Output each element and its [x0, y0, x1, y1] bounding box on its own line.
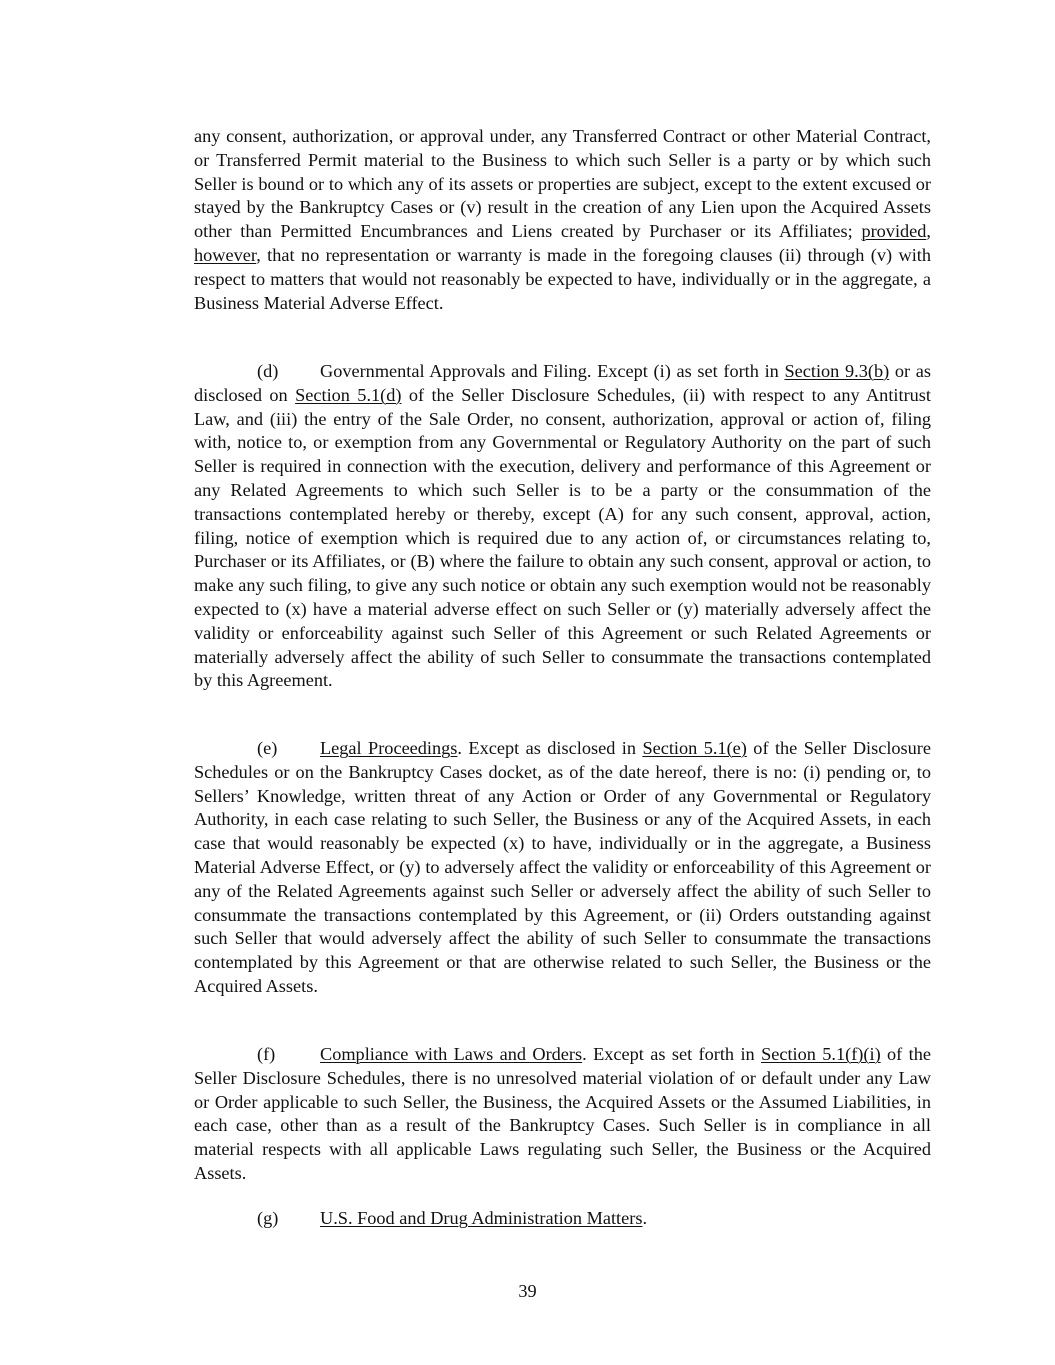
underlined-term-however: however	[194, 244, 257, 265]
paragraph-label: (g)	[257, 1208, 279, 1228]
text: . Except as disclosed in	[457, 738, 643, 758]
section-reference: Section 9.3(b)	[784, 361, 890, 381]
paragraph-intro	[194, 125, 931, 315]
text: any consent, authorization, or approval under, any Transferred Contract or other Material Contract, or Transferred Permit material to the Business to which such Seller is a party or by which such Seller is bound or to which any of its assets or properties are subject, except to the extent excused or stayed by the Bankruptcy Cases or (v) result in the creation of any Lien upon the Acquired Assets other than Permitted Encumbrances and Liens created by Purchaser or its Affiliates;	[194, 126, 931, 242]
section-heading: Legal Proceedings	[320, 738, 458, 758]
paragraph-label: (d)	[257, 361, 279, 381]
paragraph-g	[194, 1207, 931, 1231]
section-reference: Section 5.1(f)(i)	[761, 1044, 881, 1064]
paragraph-f	[194, 1043, 931, 1186]
section-heading: Compliance with Laws and Orders	[320, 1044, 583, 1064]
paragraph-label: (e)	[257, 738, 278, 758]
text: Governmental Approvals and Filing. Except (i) as set forth in	[320, 361, 785, 381]
page-number: 39	[518, 1281, 537, 1301]
text: , that no representation or warranty is made in the foregoing clauses (ii) through (v) with respect to matters that would not reasonably be expected to have, individually or in the aggregate, a Business Material Adverse Effect.	[194, 244, 931, 313]
text: of the Seller Disclosure Schedules, (ii) with respect to any Antitrust Law, and (iii) the entry of the Sale Order, no consent, authorization, approval or action of, filing with, notice to, or exemption from any Governmental or Regulatory Authority on the part of such Seller is required in connection with the execution, delivery and performance of this Agreement or any Related Agreements to which such Seller is to be a party or the consummation of the transactions contemplated hereby or thereby, except (A) for any such consent, approval, action, filing, notice of exemption which is required due to any action of, or circumstances relating to, Purchaser or its Affiliates, or (B) where the failure to obtain any such consent, approval or action, to make any such filing, to give any such notice or obtain any such exemption would not be reasonably expected to (x) have a material adverse effect on such Seller or (y) materially adversely affect the validity or enforceability against such Seller of this Agreement or such Related Agreements or materially adversely affect the ability of such Seller to consummate the transactions contemplated by this Agreement.	[194, 384, 931, 691]
paragraph-label: (f)	[257, 1044, 276, 1064]
text: of the Seller Disclosure Schedules or on the Bankruptcy Cases docket, as of the date hereof, there is no: (i) pending or, to Sellers’ Knowledge, written threat of any Action or Order of any Governmental or Regulatory Authority, in each case relating to such Seller, the Business or any of the Acquired Assets, in each case that would reasonably be expected (x) to have, individually or in the aggregate, a Business Material Adverse Effect, or (y) to adversely affect the validity or enforceability of this Agreement or any of the Related Agreements against such Seller or adversely affect the ability of such Seller to consummate the transactions contemplated by this Agreement, or (ii) Orders outstanding against such Seller that would adversely affect the ability of such Seller to consummate the transactions contemplated by this Agreement or that are otherwise related to such Seller, the Business or the Acquired Assets.	[194, 738, 932, 996]
section-reference: Section 5.1(e)	[642, 738, 747, 758]
text: of the Seller Disclosure Schedules, there is no unresolved material violation of or default under any Law or Order applicable to such Seller, the Business, the Acquired Assets or the Assumed Liabilities, in each case, other than as a result of the Bankruptcy Cases. Such Seller is in compliance in all material respects with all applicable Laws regulating such Seller, the Business or the Acquired Assets.	[194, 1044, 931, 1183]
text: . Except as set forth in	[582, 1044, 762, 1064]
paragraph-e	[194, 737, 931, 999]
text: .	[642, 1208, 648, 1228]
underlined-term-provided: provided	[861, 221, 927, 242]
paragraph-d	[194, 360, 931, 693]
text: ,	[926, 221, 931, 242]
section-reference: Section 5.1(d)	[295, 384, 402, 405]
text: or as disclosed on	[194, 361, 931, 405]
section-heading: U.S. Food and Drug Administration Matters	[320, 1208, 643, 1228]
